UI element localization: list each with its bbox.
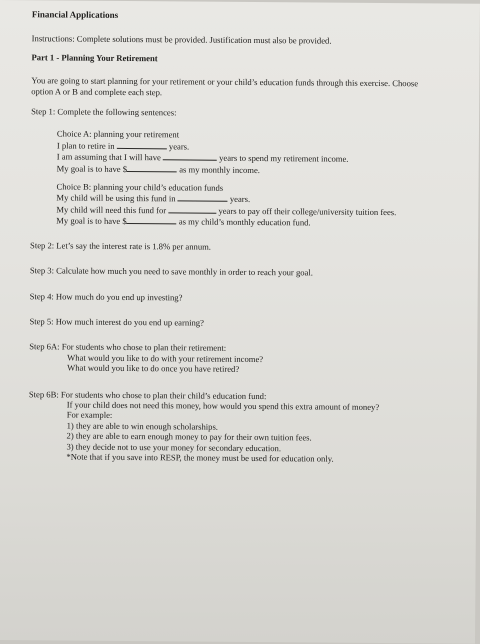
step6a-question2: What would you like to do once you have retired? [67,362,240,375]
fund-duration-years-blank[interactable] [168,204,216,213]
retire-years-blank[interactable] [117,140,167,149]
document-title: Financial Applications [31,9,119,20]
choice-a [57,129,461,177]
monthly-income-blank[interactable] [127,163,177,172]
step6b-example2: 2) they are able to earn enough money to pay for their own tuition fees. [66,430,312,443]
instructions: Instructions: Complete solutions must be provided. Justification must also be provided. [31,33,332,47]
choice-b-title: Choice B: planning your child’s education funds [56,181,224,193]
step3: Step 3: Calculate how much you need to save monthly in order to reach your goal. [29,265,313,278]
step2: Step 2: Let’s say the interest rate is 1.8% per annum. [30,239,212,252]
choice-a-title: Choice A: planning your retirement [56,128,180,140]
step6b-example-label: For example: [66,409,113,421]
step1-heading: Step 1: Complete the following sentences: [31,106,177,118]
step6b-note: *Note that if you save into RESP, the money must be used for education only. [66,451,334,464]
choice-b [56,182,460,230]
step4: Step 4: How much do you end up investing? [29,290,183,302]
choice-b-line1: My child will be using this fund in years. [56,192,251,205]
choice-a-line2: I am assuming that I will have years to spend my retirement income. [56,151,349,164]
step6a [29,342,459,377]
step6b-example1: 1) they are able to win enough scholarships. [66,420,219,432]
choice-b-line2: My child will need this fund for years to pay off their college/university tuition fees. [56,204,397,217]
step5: Step 5: How much interest do you end up earning? [29,316,204,328]
choice-a-line3: My goal is to have $ as my monthly income. [56,163,260,175]
step6b-heading: Step 6B: For students who chose to plan their child’s education fund: [28,388,267,401]
part1-intro-line2: option A or B and complete each step. [31,85,163,97]
part1-title: Part 1 - Planning Your Retirement [31,52,158,64]
retirement-spend-years-blank[interactable] [163,152,217,161]
part1-intro [31,75,461,99]
step6b-question1: If your child does not need this money, how would you spend this extra amount of money? [66,399,380,412]
education-fund-blank[interactable] [127,215,177,224]
step6a-question1: What would you like to do with your retirement income? [67,352,264,364]
step6b [28,389,459,465]
fund-use-years-blank[interactable] [178,193,228,202]
step6a-heading: Step 6A: For students who chose to plan their retirement: [29,341,227,354]
part1-intro-line1: You are going to start planning for your retirement or your child’s education funds through this exercise. Choose [31,75,419,89]
choice-a-line1: I plan to retire in years. [56,140,190,152]
choice-b-line3: My goal is to have $ as my child’s monthly education fund. [56,215,311,228]
step6b-example3: 3) they decide not to use your money for secondary education. [66,441,282,453]
